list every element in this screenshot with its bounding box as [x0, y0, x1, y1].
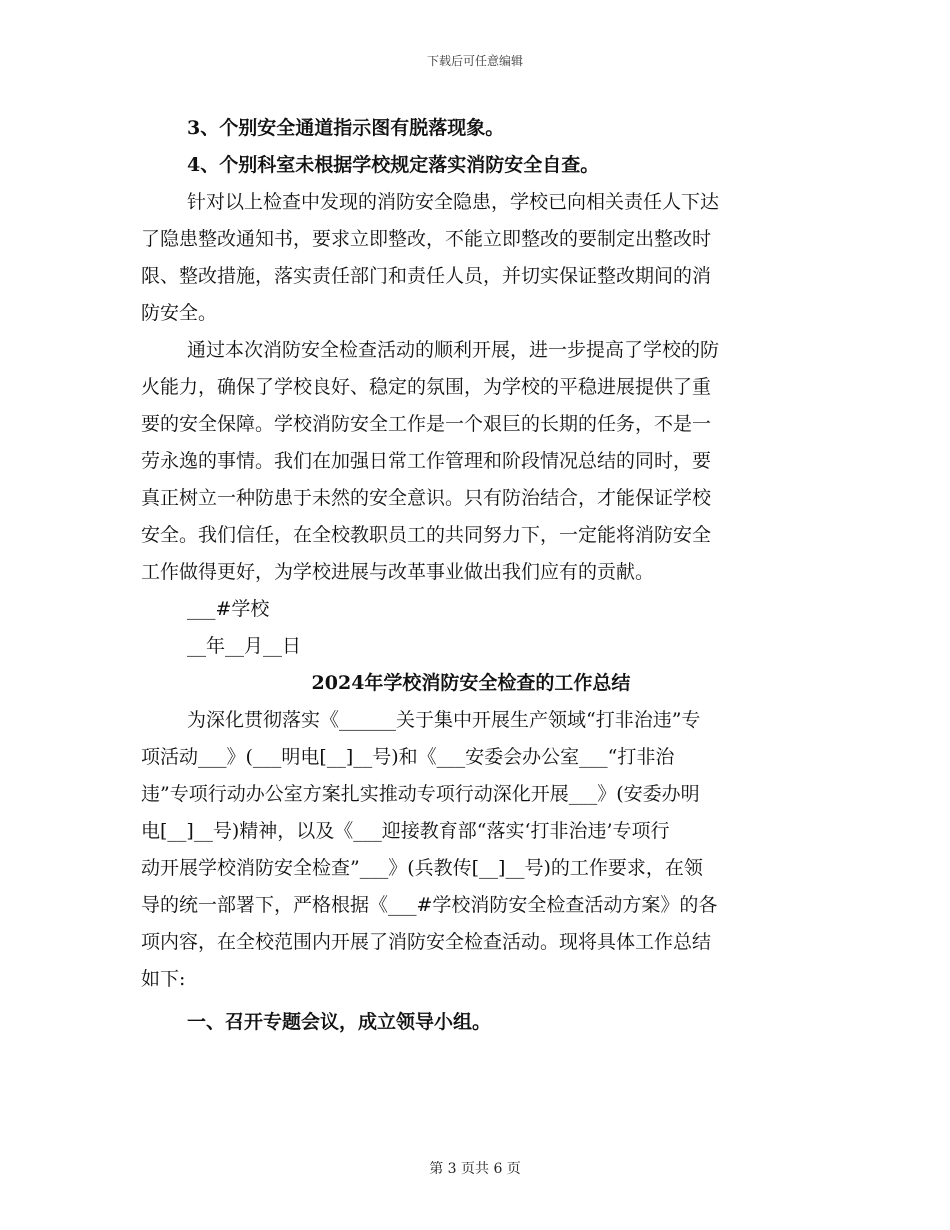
- section-heading-1: 一、召开专题会议，成立领导小组。: [187, 1011, 492, 1033]
- paragraph-line: 防安全。: [141, 302, 218, 324]
- paragraph-line: 真正树立一种防患于未然的安全意识。只有防治结合，才能保证学校: [141, 487, 712, 509]
- date-line: __年__月__日: [187, 635, 302, 657]
- page-header: 下载后可任意编辑: [426, 54, 523, 68]
- paragraph-line: 项活动___》(___明电[__]__号)和《___安委会办公室___“打非治: [141, 746, 675, 768]
- signature-line: ___#学校: [187, 598, 270, 620]
- paragraph-line: 导的统一部署下，严格根据《___#学校消防安全检查活动方案》的各: [141, 894, 718, 916]
- paragraph-line: 为深化贯彻落实《______关于集中开展生产领域“打非治违”专: [187, 709, 701, 731]
- document-body: [141, 110, 801, 1041]
- paragraph-hazard-rectification: [141, 184, 801, 332]
- paragraph-conclusion: [141, 332, 801, 591]
- paragraph-line: 了隐患整改通知书，要求立即整改，不能立即整改的要制定出整改时: [141, 228, 712, 250]
- paragraph-line: 限、整改措施，落实责任部门和责任人员，并切实保证整改期间的消: [141, 265, 712, 287]
- paragraph-line: 针对以上检查中发现的消防安全隐患，学校已向相关责任人下达: [187, 191, 720, 213]
- paragraph-intro: [141, 702, 801, 998]
- list-item-3: 3、个别安全通道指示图有脱落现象。: [187, 117, 505, 139]
- paragraph-line: 火能力，确保了学校良好、稳定的氛围，为学校的平稳进展提供了重: [141, 376, 712, 398]
- paragraph-line: 项内容，在全校范围内开展了消防安全检查活动。现将具体工作总结: [141, 931, 712, 953]
- paragraph-line: 工作做得更好，为学校进展与改革事业做出我们应有的贡献。: [141, 561, 655, 583]
- section-title: 2024年学校消防安全检查的工作总结: [311, 672, 631, 694]
- paragraph-line: 动开展学校消防安全检查”___》(兵教传[__]__号)的工作要求，在领: [141, 857, 703, 879]
- list-item-4: 4、个别科室未根据学校规定落实消防安全自查。: [187, 154, 600, 176]
- paragraph-line: 通过本次消防安全检查活动的顺利开展，进一步提高了学校的防: [187, 339, 720, 361]
- paragraph-line: 劳永逸的事情。我们在加强日常工作管理和阶段情况总结的同时，要: [141, 450, 712, 472]
- paragraph-line: 安全。我们信任，在全校教职员工的共同努力下，一定能将消防安全: [141, 524, 712, 546]
- paragraph-line: 要的安全保障。学校消防安全工作是一个艰巨的长期的任务，不是一: [141, 413, 712, 435]
- page-footer: 第 3 页共 6 页: [429, 1161, 521, 1177]
- paragraph-line: 电[__]__号)精神，以及《___迎接教育部“落实‘打非治违’专项行: [141, 820, 670, 842]
- paragraph-line: 违”专项行动办公室方案扎实推动专项行动深化开展___》(安委办明: [141, 783, 700, 805]
- paragraph-line: 如下:: [141, 968, 186, 990]
